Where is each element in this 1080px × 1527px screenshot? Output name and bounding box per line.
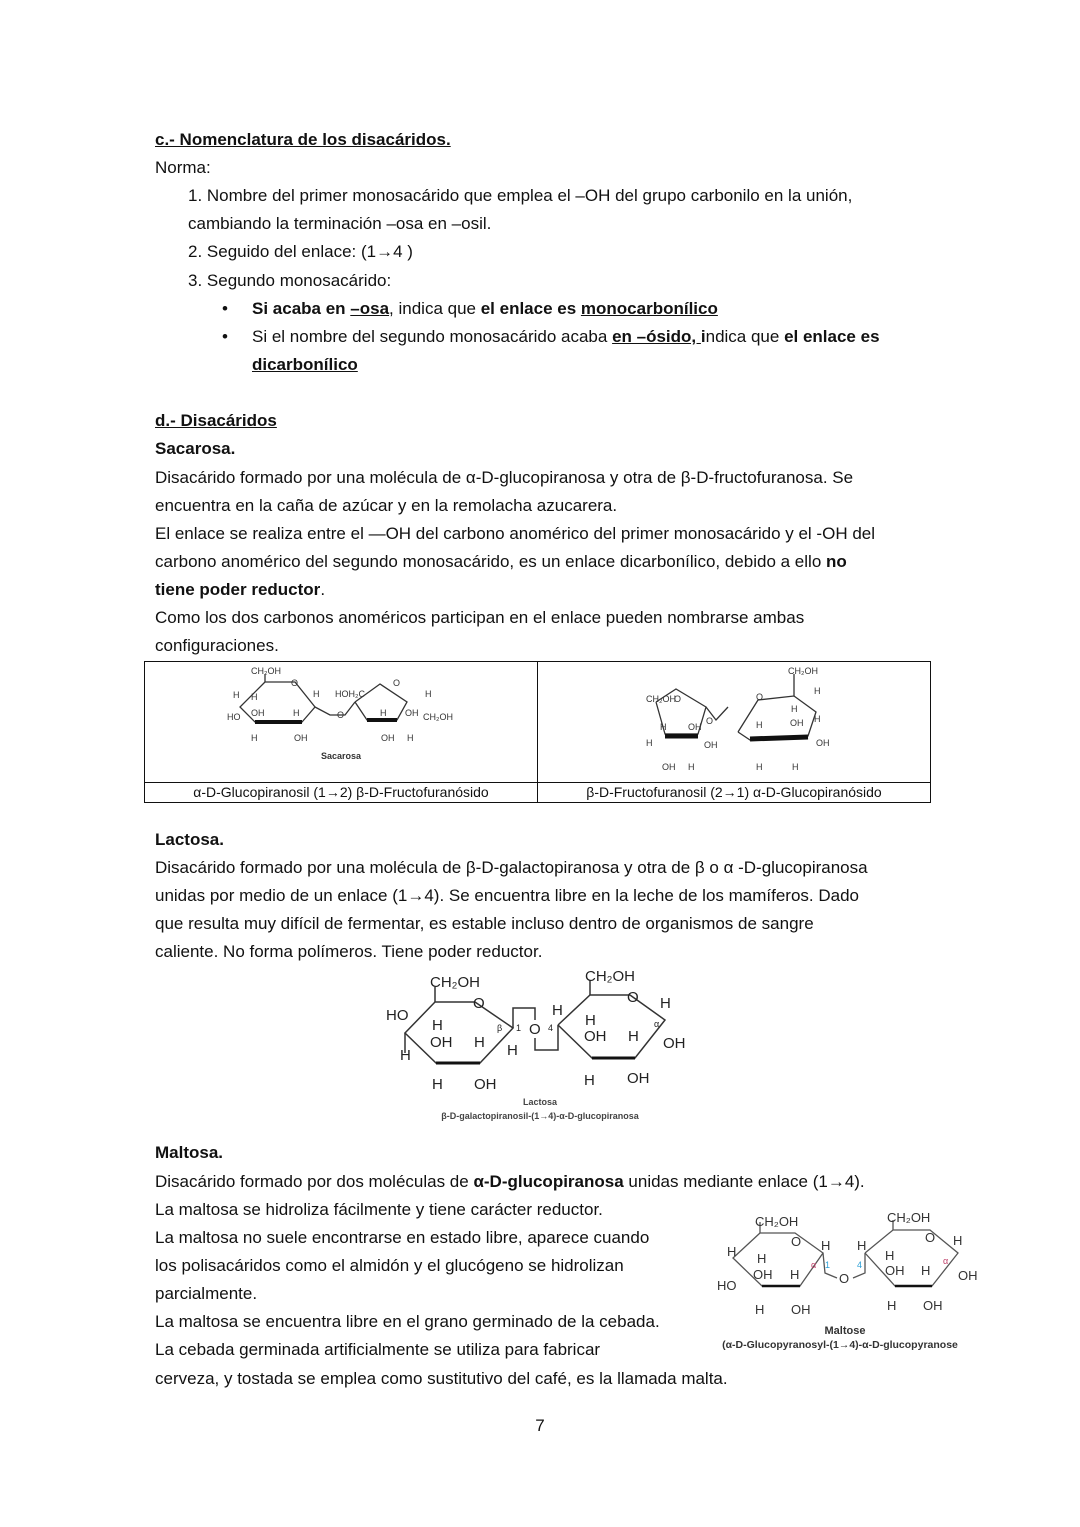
atom-label: H xyxy=(407,733,414,743)
sucrose-diagram-left xyxy=(145,662,538,783)
atom-label: α xyxy=(811,1260,817,1270)
atom-label: H xyxy=(474,1034,485,1051)
sucrose-structure-left xyxy=(145,662,537,777)
atom-label: H xyxy=(727,1244,737,1259)
sucrose-text: configuraciones. xyxy=(155,636,279,655)
atom-label: H xyxy=(646,738,653,748)
bullet-2-cont: dicarbonílico xyxy=(252,355,358,374)
maltose-text: La maltosa se hidroliza fácilmente y tiene carácter reductor. xyxy=(155,1200,603,1219)
atom-label: CH₂OH xyxy=(887,1210,931,1225)
sucrose-text: El enlace se realiza entre el —OH del carbono anomérico del primer monosacárido y el -OH del xyxy=(155,524,876,543)
sucrose-diagram-right xyxy=(538,662,931,783)
lactose-title: Lactosa. xyxy=(155,830,224,849)
lactose-text: Disacárido formado por una molécula de β-D-galactopiranosa y otra de β o α -D-glucopiranosa xyxy=(155,858,868,877)
atom-label: OH xyxy=(753,1267,773,1282)
atom-label: O xyxy=(674,694,682,704)
atom-label: H xyxy=(432,1076,443,1093)
atom-label: O xyxy=(529,1021,541,1038)
atom-label: OH xyxy=(885,1263,905,1278)
atom-label: HOH₂C xyxy=(335,689,365,699)
maltose-text: La maltosa se encuentra libre en el grano germinado de la cebada. xyxy=(155,1312,660,1331)
bullet-2: Si el nombre del segundo monosacárido acaba en –ósido, indica que el enlace es xyxy=(252,327,880,346)
atom-label: H xyxy=(885,1248,895,1263)
atom-label: CH₂OH xyxy=(251,666,281,676)
maltose-text: los polisacáridos como el almidón y el glucógeno se hidrolizan xyxy=(155,1256,624,1275)
atom-label: O xyxy=(839,1271,850,1286)
lactose-structure xyxy=(380,965,700,1130)
lactose-text: unidas por medio de un enlace (1→4). Se encuentra libre en la leche de los mamíferos. Dado xyxy=(155,886,860,905)
atom-label: 4 xyxy=(857,1260,863,1270)
atom-label: CH₂OH xyxy=(646,694,676,704)
atom-label: H xyxy=(660,722,667,732)
atom-label: H xyxy=(432,1017,443,1034)
atom-label: OH xyxy=(958,1268,978,1283)
maltose-structure xyxy=(705,1208,985,1353)
atom-label: O xyxy=(473,995,485,1012)
atom-label: OH xyxy=(430,1034,453,1051)
atom-label: OH xyxy=(923,1298,943,1313)
atom-label: H xyxy=(887,1298,897,1313)
atom-label: H xyxy=(814,686,821,696)
atom-label: H xyxy=(251,692,258,702)
maltose-text: La cebada germinada artificialmente se utiliza para fabricar xyxy=(155,1340,601,1359)
lactose-text: que resulta muy difícil de fermentar, es estable incluso dentro de organismos de sangre xyxy=(155,914,814,933)
sucrose-title: Sacarosa. xyxy=(155,439,236,458)
atom-label: H xyxy=(821,1238,831,1253)
atom-label: H xyxy=(400,1047,411,1064)
atom-label: H xyxy=(628,1028,639,1045)
atom-label: CH₂OH xyxy=(423,712,453,722)
atom-label: O xyxy=(627,989,639,1006)
atom-label: CH₂OH xyxy=(430,974,480,991)
atom-label: H xyxy=(688,762,695,772)
atom-label: H xyxy=(251,733,258,743)
atom-label: H xyxy=(425,689,432,699)
atom-label: H xyxy=(757,1251,767,1266)
atom-label: CH₂OH xyxy=(788,666,818,676)
atom-label: O xyxy=(291,678,299,688)
atom-label: HO xyxy=(717,1278,737,1293)
page-number: 7 xyxy=(535,1416,545,1435)
atom-label: OH xyxy=(627,1070,650,1087)
bullet-1: Si acaba en –osa, indica que el enlace es monocarbonílico xyxy=(252,299,718,318)
atom-label: O xyxy=(925,1230,936,1245)
step-3: 3. Segundo monosacárido: xyxy=(188,271,392,290)
atom-label: OH xyxy=(816,738,830,748)
atom-label: H xyxy=(507,1042,518,1059)
sucrose-text: carbono anomérico del segundo monosacárido, es un enlace dicarbonílico, debido a ello no xyxy=(155,552,847,571)
maltose-text: Disacárido formado por dos moléculas de α-D-glucopiranosa unidas mediante enlace (1→4). xyxy=(155,1172,865,1191)
step-2: 2. Seguido del enlace: (1→4 ) xyxy=(188,242,413,261)
atom-label: OH xyxy=(251,708,265,718)
atom-label: HO xyxy=(386,1007,409,1024)
sucrose-text: tiene poder reductor. xyxy=(155,580,326,599)
atom-label: H xyxy=(792,762,799,772)
maltose-title: Maltosa. xyxy=(155,1143,224,1162)
bullet-icon: • xyxy=(222,299,228,318)
atom-label: O xyxy=(337,710,345,720)
atom-label: H xyxy=(552,1002,563,1019)
bullet-icon: • xyxy=(222,327,228,346)
atom-label: H xyxy=(857,1238,867,1253)
atom-label: O xyxy=(393,678,401,688)
atom-label: H xyxy=(233,690,240,700)
sucrose-text: encuentra en la caña de azúcar y en la remolacha azucarera. xyxy=(155,496,618,515)
atom-label: H xyxy=(814,714,821,724)
sucrose-text: Como los dos carbonos anoméricos participan en el enlace pueden nombrarse ambas xyxy=(155,608,805,627)
maltose-text: parcialmente. xyxy=(155,1284,258,1303)
atom-label: O xyxy=(756,692,764,702)
atom-label: OH xyxy=(584,1028,607,1045)
atom-label: OH xyxy=(688,722,702,732)
atom-label: H xyxy=(660,995,671,1012)
atom-label: α xyxy=(654,1019,660,1029)
step-1: 1. Nombre del primer monosacárido que emplea el –OH del grupo carbonilo en la unión, xyxy=(188,186,853,205)
atom-label: H xyxy=(584,1072,595,1089)
atom-label: H xyxy=(790,1267,800,1282)
sucrose-structure-right xyxy=(538,662,930,777)
atom-label: H xyxy=(921,1263,931,1278)
atom-label: OH xyxy=(381,733,395,743)
sucrose-name-right: β-D-Fructofuranosil (2→1) α-D-Glucopiranósido xyxy=(538,783,931,803)
sucrose-name-left: α-D-Glucopiranosil (1→2) β-D-Fructofuranósido xyxy=(145,783,538,803)
lactose-caption-name: β-D-galactopiranosil-(1→4)-α-D-glucopiranosa xyxy=(441,1111,639,1121)
atom-label: OH xyxy=(791,1302,811,1317)
atom-label: H xyxy=(293,708,300,718)
atom-label: CH₂OH xyxy=(585,968,635,985)
lactose-text: caliente. No forma polímeros. Tiene poder reductor. xyxy=(155,942,543,961)
atom-label: O xyxy=(706,716,714,726)
disaccharides-heading: d.- Disacáridos xyxy=(155,411,277,430)
sucrose-text: Disacárido formado por una molécula de α-D-glucopiranosa y otra de β-D-fructofuranosa. Se xyxy=(155,468,854,487)
atom-label: H xyxy=(313,689,320,699)
atom-label: CH₂OH xyxy=(755,1214,799,1229)
sucrose-caption: Sacarosa xyxy=(321,751,362,761)
atom-label: OH xyxy=(474,1076,497,1093)
lactose-caption: Lactosa xyxy=(522,1097,558,1107)
atom-label: OH xyxy=(663,1035,686,1052)
atom-label: H xyxy=(756,720,763,730)
atom-label: H xyxy=(791,704,798,714)
atom-label: H xyxy=(380,708,387,718)
atom-label: OH xyxy=(405,708,419,718)
maltose-text: cerveza, y tostada se emplea como sustitutivo del café, es la llamada malta. xyxy=(155,1369,728,1388)
atom-label: 1 xyxy=(516,1023,522,1033)
nomenclature-heading: c.- Nomenclatura de los disacáridos. xyxy=(155,130,451,149)
atom-label: O xyxy=(791,1234,802,1249)
atom-label: OH xyxy=(294,733,308,743)
atom-label: H xyxy=(755,1302,765,1317)
atom-label: H xyxy=(585,1012,596,1029)
sucrose-table xyxy=(144,661,931,803)
atom-label: OH xyxy=(790,718,804,728)
atom-label: 1 xyxy=(825,1260,831,1270)
step-1-cont: cambiando la terminación –osa en –osil. xyxy=(188,214,492,233)
atom-label: OH xyxy=(704,740,718,750)
maltose-caption-name: (α-D-Glucopyranosyl-(1→4)-α-D-glucopyranose xyxy=(722,1339,958,1351)
rule-label: Norma: xyxy=(155,158,211,177)
atom-label: H xyxy=(953,1233,963,1248)
atom-label: HO xyxy=(227,712,241,722)
atom-label: β xyxy=(497,1023,503,1033)
atom-label: H xyxy=(756,762,763,772)
maltose-caption: Maltose xyxy=(824,1325,866,1337)
atom-label: OH xyxy=(662,762,676,772)
atom-label: 4 xyxy=(548,1023,554,1033)
atom-label: α xyxy=(943,1256,949,1266)
maltose-text: La maltosa no suele encontrarse en estado libre, aparece cuando xyxy=(155,1228,650,1247)
